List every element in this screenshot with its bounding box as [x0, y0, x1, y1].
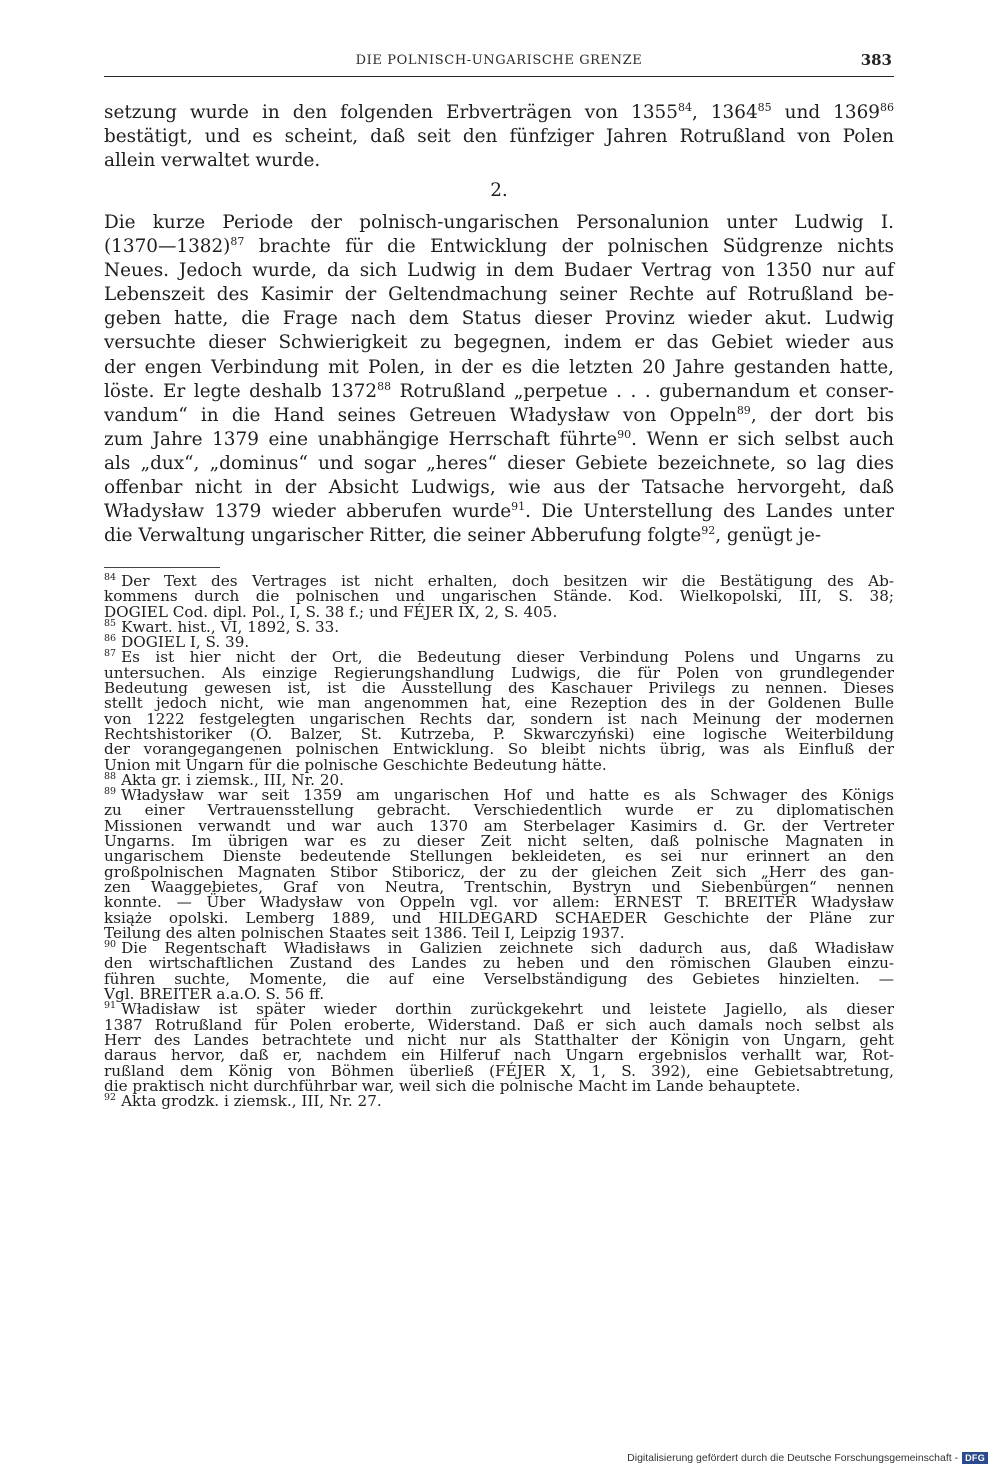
- text-run: (1370—1382): [104, 236, 231, 258]
- footnote-number: 84: [104, 571, 117, 583]
- text-line: [104, 259, 894, 283]
- section-number: 2.: [490, 180, 508, 201]
- text-line: [104, 211, 894, 235]
- footnote-text: Es ist hier nicht der Ort, die Bedeutung dieser Verbindung Polens und Ungarns zu: [121, 648, 894, 667]
- footnote-text: Władisław ist später wieder dorthin zurückgekehrt und leistete Jagiello, als dieser: [121, 1000, 894, 1019]
- footnote-number: 88: [104, 770, 117, 782]
- footnote-90: [104, 941, 894, 1002]
- footnote-text: DOGIEL I, S. 39.: [121, 633, 250, 652]
- footnote-text: konnte. — Über Władysław von Oppeln vgl. vor allem: ERNEST T. BREITER Władysław: [104, 893, 894, 912]
- footnote-text: stellt jedoch nicht, wie man angenommen hat, eine Rezeption des in der Goldenen Bulle: [104, 694, 894, 713]
- footnote-text: Vgl. BREITER a.a.O. S. 56 ff.: [104, 985, 325, 1004]
- footnote-text: ungarischem Dienste bedeutende Stellungen bekleideten, es sei nur erinnert an den: [104, 847, 894, 866]
- footnote-ref: 87: [230, 234, 245, 248]
- text-run: Rotrußland „perpetue . . . gubernandum et conser-: [391, 380, 894, 402]
- text-run: Władysław 1379 wieder abberufen wurde: [104, 501, 512, 523]
- text-line: [104, 452, 894, 476]
- text-run: . Wenn er sich selbst auch: [631, 428, 894, 450]
- page-number: 383: [860, 51, 892, 69]
- footnote-ref: 89: [736, 403, 751, 417]
- footnote-text: Ungarns. Im übrigen war es zu dieser Zeit nicht selten, daß polnische Magnaten in: [104, 832, 894, 851]
- footnote-number: 91: [104, 1000, 117, 1012]
- footnote-number: 89: [104, 786, 117, 798]
- footnote-text: Akta grodzk. i ziemsk., III, Nr. 27.: [121, 1092, 382, 1111]
- text-run: löste. Er legte deshalb 1372: [104, 380, 378, 402]
- footnote-ref: 91: [511, 500, 526, 513]
- footnote-text: zen Waaggebietes, Graf von Neutra, Trentschin, Bystryn und Siebenbürgen“ nennen: [104, 877, 894, 896]
- running-header: [104, 50, 894, 77]
- footnote-84: [104, 571, 894, 621]
- footnote-line: [104, 1094, 894, 1109]
- footnote-text: von 1222 festgelegten ungarischen Rechts dar, sondern ist nach Meinung der modernen: [104, 709, 894, 728]
- text-line: [104, 283, 894, 307]
- footnote-text: kommens durch die polnischen und ungarischen Stände. Kod. Wielkopolski, III, S. 38;: [104, 587, 894, 606]
- text-line: [104, 125, 894, 149]
- footnote-text: Bedeutung gewesen ist, ist die Ausstellung des Kaschauer Privilegs zu nennen. Dieses: [104, 679, 894, 698]
- footnote-text: rußland dem König von Böhmen überließ (FÉJER X, 1, S. 392), eine Gebietsabtretung,: [104, 1061, 894, 1080]
- footnote-ref: 84: [677, 100, 692, 114]
- footnote-text: großpolnischen Magnaten Stibor Stiboricz, der zu der gleichen Zeit sich „Herr des gan-: [104, 862, 894, 881]
- text-run: , 1364: [691, 102, 758, 123]
- text-run: Neues. Jedoch wurde, da sich Ludwig in dem Budaer Vertrag von 1350 nur auf: [104, 260, 894, 282]
- dfg-logo: DFG: [962, 1452, 988, 1464]
- footnote-text: Władysław war seit 1359 am ungarischen Hof und hatte es als Schwager des Königs: [121, 786, 894, 805]
- text-line: [104, 404, 894, 428]
- footnote-number: 86: [104, 633, 117, 645]
- footnote-text: untersuchen. Als einzige Regierungshandlung Ludwigs, die für Polen von grundlegender: [104, 663, 894, 682]
- footnote-91: [104, 1002, 894, 1094]
- footnote-number: 85: [104, 617, 117, 629]
- footnote-89: [104, 788, 894, 941]
- footnote-text: Herr des Landes betrachtete und nicht nur als Statthalter der Königin von Ungarn, geht: [104, 1030, 894, 1049]
- footnote-text: Teilung des alten polnischen Staates seit 1386. Teil I, Leipzig 1937.: [104, 923, 625, 942]
- text-line: [104, 428, 894, 452]
- text-run: und 1369: [771, 102, 880, 123]
- footnote-text: Die Regentschaft Władisławs in Galizien zeichnete sich dadurch aus, daß Władisław: [121, 939, 894, 958]
- footnote-text: DOGIEL Cod. dipl. Pol., I, S. 38 f.; und FÉJER IX, 2, S. 405.: [104, 602, 558, 621]
- text-run: brachte für die Entwicklung der polnischen Südgrenze nichts: [244, 236, 894, 258]
- footnote-ref: 86: [879, 100, 894, 114]
- footnote-ref: 85: [757, 100, 772, 114]
- footnote-ref: 90: [617, 427, 632, 441]
- text-run: als „dux“, „dominus“ und sogar „heres“ dieser Gebiete bezeichnete, so lag dies: [104, 452, 894, 474]
- footnote-text: Kwart. hist., VI, 1892, S. 33.: [121, 617, 340, 636]
- footnote-text: zu einer Vertrauensstellung gebracht. Verschiedentlich wurde er zu diplomatischen: [104, 801, 894, 820]
- text-run: . Die Unterstellung des Landes unter: [525, 501, 894, 523]
- text-run: zum Jahre 1379 eine unabhängige Herrschaft führte: [104, 428, 618, 450]
- text-run: Die kurze Periode der polnisch-ungarischen Personalunion unter Ludwig I.: [104, 212, 894, 233]
- digitization-credit: [627, 1450, 988, 1466]
- paragraph-main: [104, 211, 894, 548]
- footnote-rule: [104, 567, 220, 568]
- text-line: [104, 380, 894, 404]
- footnote-text: Rechtshistoriker (O. Balzer, St. Kutrzeba, P. Skwarczyński) eine logische Weiterbildung: [104, 724, 894, 743]
- text-run: offenbar nicht in der Absicht Ludwigs, wie aus der Tatsache hervorgeht, daß: [104, 477, 894, 499]
- footnote-text: der vorangegangenen polnischen Entwicklung. So bleibt nichts übrig, was als Einfluß der: [104, 740, 894, 759]
- footnote-ref: 88: [377, 379, 392, 393]
- footnote-text: Akta gr. i ziemsk., III, Nr. 20.: [121, 770, 344, 789]
- text-line: [104, 356, 894, 380]
- footnote-number: 90: [104, 939, 117, 951]
- text-line: [104, 149, 894, 173]
- text-line: [104, 307, 894, 331]
- footnote-text: Der Text des Vertrages ist nicht erhalten, doch besitzen wir die Bestätigung des Ab-: [121, 572, 894, 590]
- footnote-ref: 92: [701, 524, 716, 538]
- text-line: [104, 235, 894, 259]
- text-run: allein verwaltet wurde.: [104, 150, 321, 172]
- text-line: [104, 476, 894, 500]
- footnote-text: die praktisch nicht durchführbar war, weil sich die polnische Macht im Lande behauptete.: [104, 1076, 801, 1095]
- credit-text: Digitalisierung gefördert durch die Deutsche Forschungsgemeinschaft -: [627, 1452, 959, 1464]
- footnote-text: Missionen verwandt und war auch 1370 am Sterbelager Kasimirs d. Gr. der Vertreter: [104, 816, 894, 835]
- text-run: geben hatte, die Frage nach dem Status dieser Provinz wieder akut. Ludwig: [104, 308, 894, 330]
- text-run: bestätigt, und es scheint, daß seit den fünfziger Jahren Rotrußland von Polen: [104, 126, 894, 148]
- text-run: der engen Verbindung mit Polen, in der es die letzten 20 Jahre gestanden hatte,: [104, 356, 894, 378]
- text-run: , genügt je-: [715, 525, 822, 547]
- text-run: , der dort bis: [750, 404, 894, 426]
- text-run: versuchte dieser Schwierigkeit zu begegnen, indem er das Gebiet wieder aus: [104, 332, 894, 354]
- text-run: Lebenszeit des Kasimir der Geltendmachung seiner Rechte auf Rotrußland be-: [104, 284, 894, 306]
- text-line: [104, 524, 894, 548]
- footnote-number: 92: [104, 1092, 117, 1104]
- text-run: vandum“ in die Hand seines Getreuen Władysław von Oppeln: [104, 404, 737, 426]
- footnote-92: [104, 1094, 894, 1109]
- paragraph-continuation: [104, 101, 894, 173]
- footnote-number: 87: [104, 648, 117, 660]
- text-run: die Verwaltung ungarischer Ritter, die seiner Abberufung folgte: [104, 525, 702, 547]
- text-line: [104, 331, 894, 355]
- footnote-text: 1387 Rotrußland für Polen eroberte, Widerstand. Daß er sich auch damals noch selbst als: [104, 1015, 894, 1034]
- text-run: setzung wurde in den folgenden Erbverträgen von 1355: [104, 102, 678, 123]
- text-line: [104, 101, 894, 125]
- running-title: DIE POLNISCH-UNGARISCHE GRENZE: [355, 53, 643, 68]
- footnote-text: Union mit Ungarn für die polnische Geschichte Bedeutung hätte.: [104, 755, 607, 774]
- footnotes: [104, 571, 894, 1111]
- text-line: [104, 500, 894, 524]
- footnote-87: [104, 650, 894, 772]
- footnote-text: książe opolski. Lemberg 1889, und HILDEGARD SCHAEDER Geschichte der Pläne zur: [104, 908, 894, 927]
- footnote-text: führen suchte, Momente, die auf eine Verselbständigung des Gebietes hinzielten. —: [104, 969, 894, 988]
- footnote-text: den wirtschaftlichen Zustand des Landes zu heben und den römischen Glauben einzu-: [104, 954, 894, 973]
- footnote-text: daraus hervor, daß er, nachdem ein Hilferuf nach Ungarn ergebnislos verhallt war, Rot-: [104, 1046, 894, 1065]
